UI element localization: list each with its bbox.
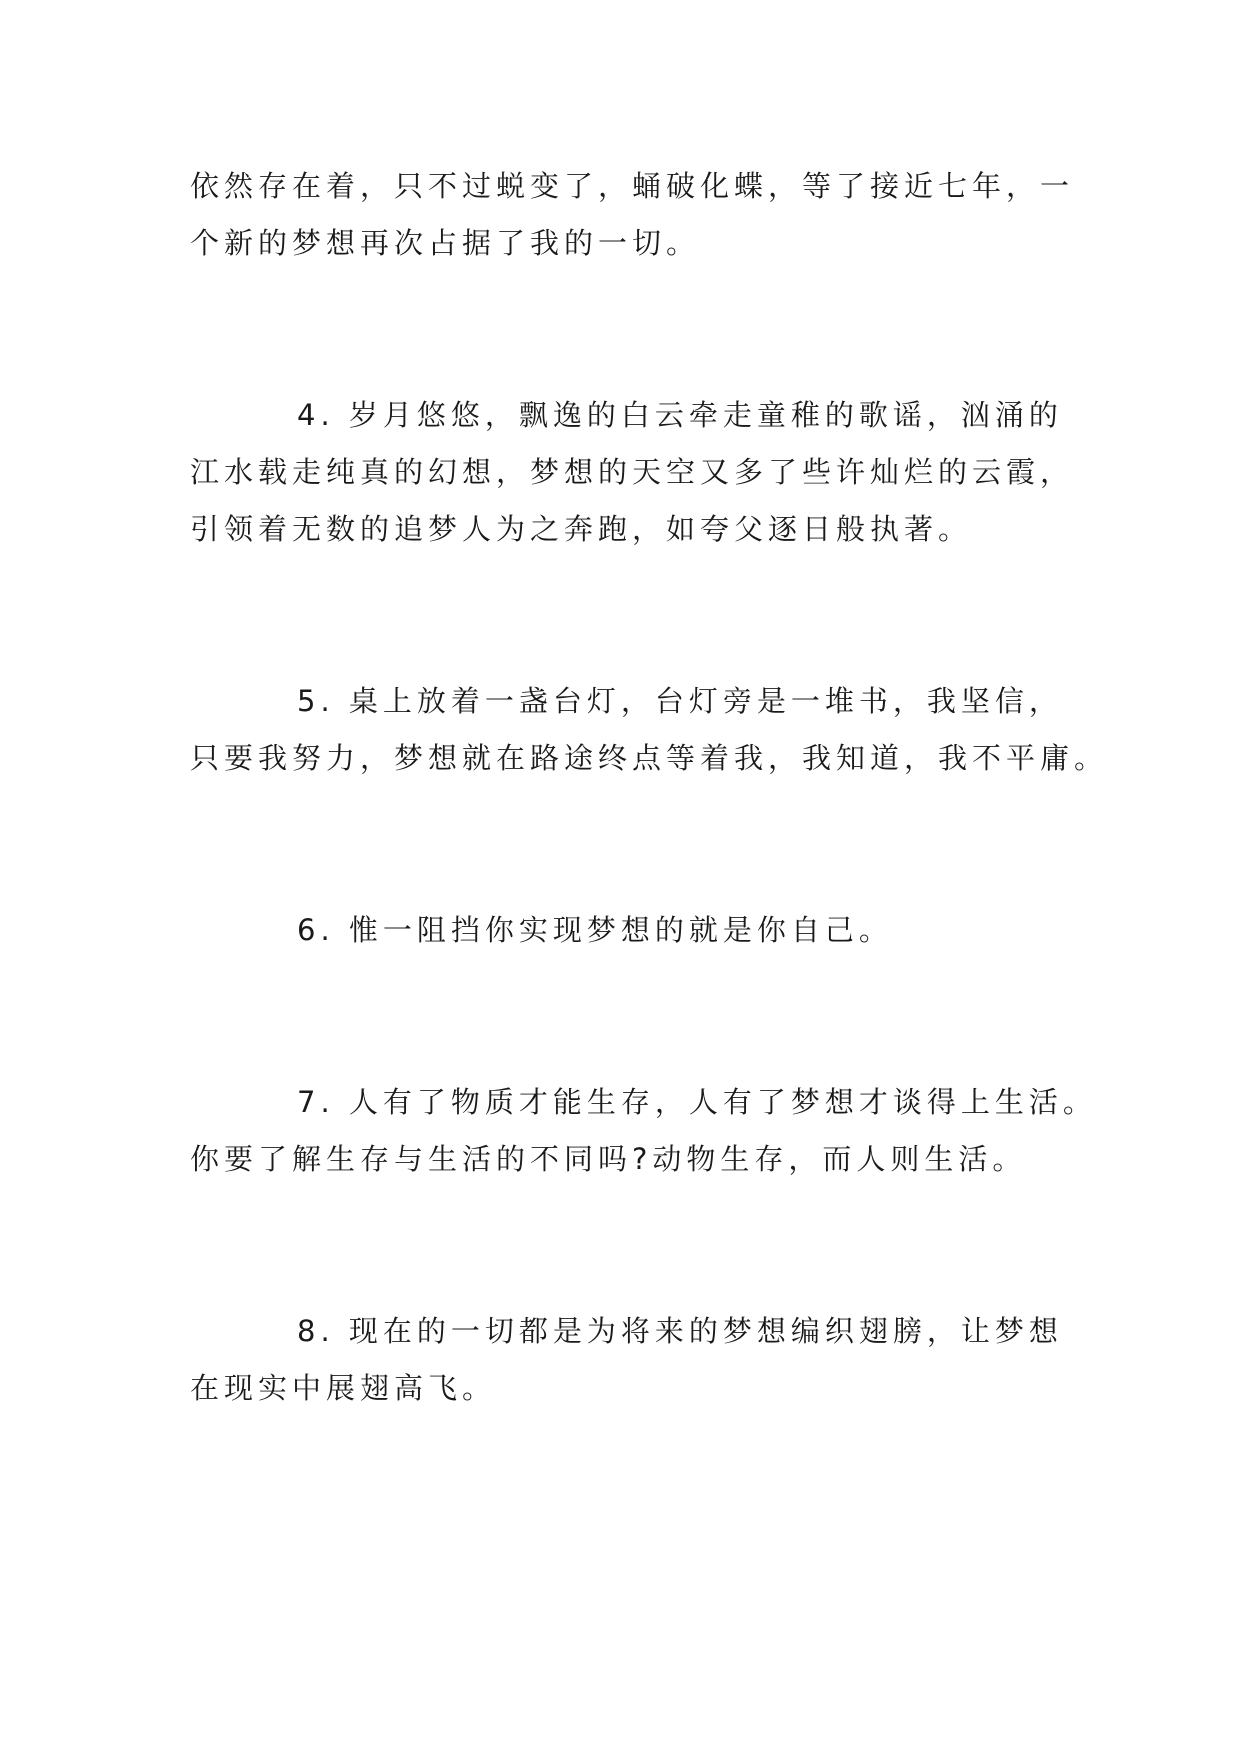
item-4-line-1: 4. 岁月悠悠，飘逸的白云牵走童稚的歌谣，汹涌的 [297,398,1063,432]
item-8-line-2: 在现实中展翅高飞。 [190,1371,497,1405]
item-8-line-1: 8. 现在的一切都是为将来的梦想编织翅膀，让梦想 [297,1314,1063,1348]
item-7-line-2: 你要了解生存与生活的不同吗?动物生存，而人则生活。 [190,1142,1027,1176]
item-7-line-1: 7. 人有了物质才能生存，人有了梦想才谈得上生活。 [297,1085,1097,1119]
paragraph-continuation-line-1: 依然存在着，只不过蜕变了，蛹破化蝶，等了接近七年，一 [190,169,1075,203]
item-4-line-2: 江水载走纯真的幻想，梦想的天空又多了些许灿烂的云霞， [190,455,1075,489]
paragraph-continuation-line-2: 个新的梦想再次占据了我的一切。 [190,226,701,260]
item-4-line-3: 引领着无数的追梦人为之奔跑，如夸父逐日般执著。 [190,512,973,546]
item-6-line-1: 6. 惟一阻挡你实现梦想的就是你自己。 [297,913,893,947]
item-5-line-2: 只要我努力，梦想就在路途终点等着我，我知道，我不平庸。 [190,741,1109,775]
item-5-line-1: 5. 桌上放着一盏台灯，台灯旁是一堆书，我坚信， [297,684,1063,718]
